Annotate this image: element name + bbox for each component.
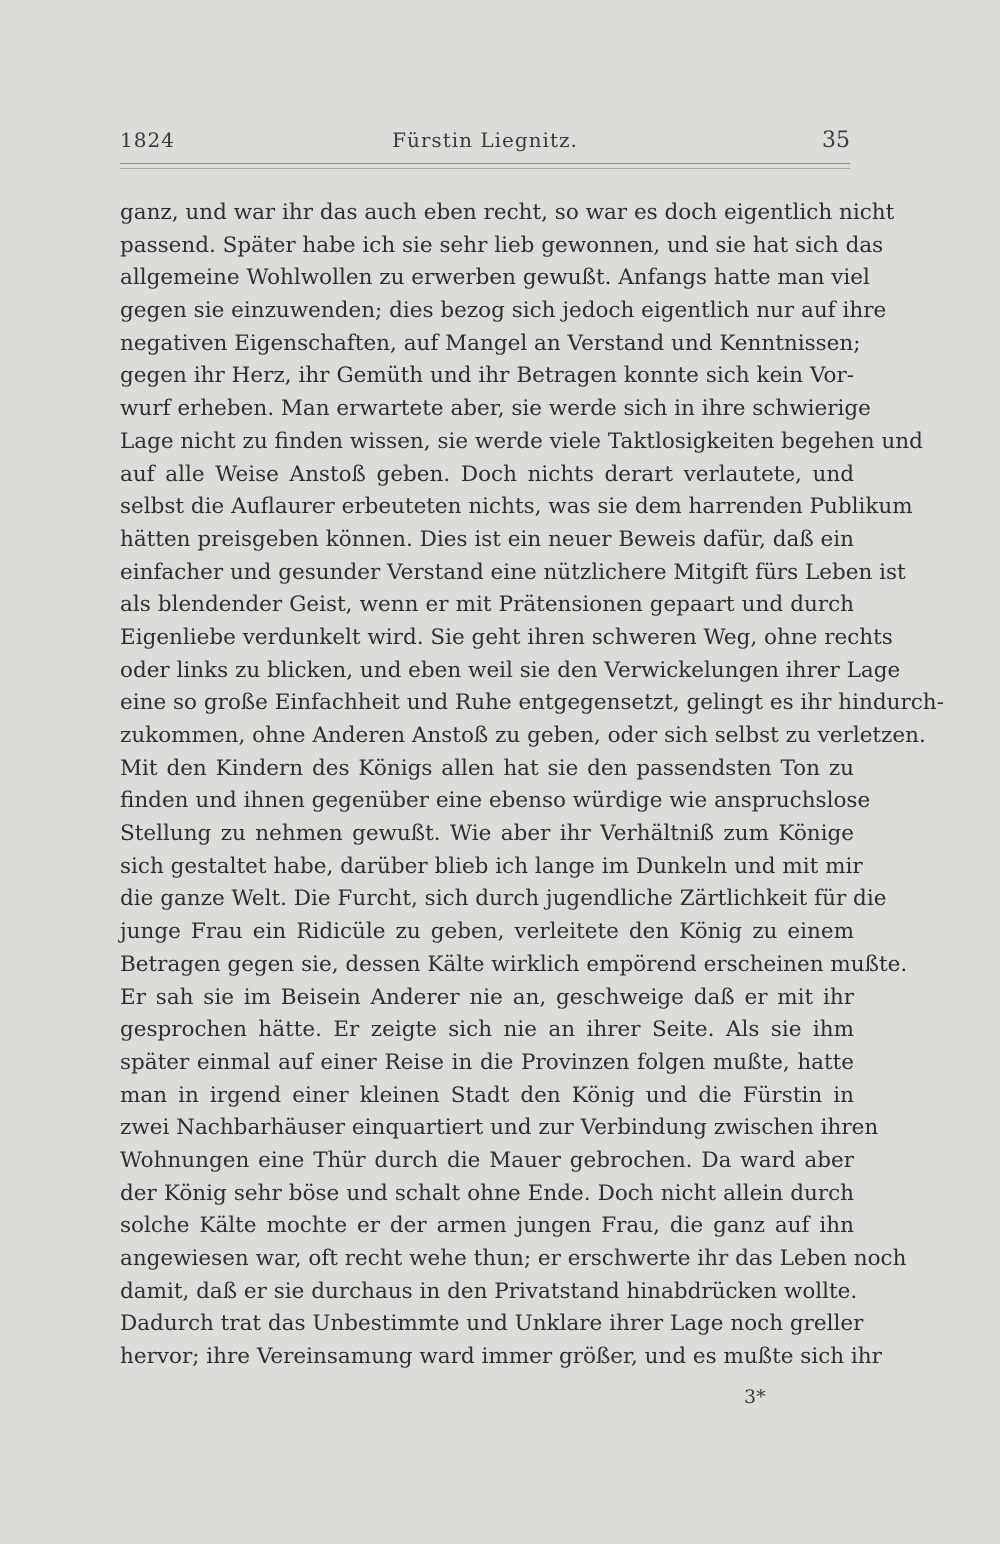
text-line: Wohnungen eine Thür durch die Mauer gebrochen. Da ward aber — [120, 1147, 854, 1173]
text-line: passend. Später habe ich sie sehr lieb gewonnen, und sie hat sich das — [120, 232, 884, 258]
text-line: gegen sie einzuwenden; dies bezog sich jedoch eigentlich nur auf ihre — [120, 298, 887, 324]
text-line: hervor; ihre Vereinsamung ward immer größer, und es mußte sich ihr — [120, 1344, 882, 1370]
text-line: als blendender Geist, wenn er mit Prätensionen gepaart und durch — [120, 592, 854, 618]
text-line: angewiesen war, oft recht wehe thun; er erschwerte ihr das Leben noch — [120, 1246, 907, 1271]
text-line: wurf erheben. Man erwartete aber, sie werde sich in ihre schwierige — [120, 396, 871, 422]
text-line: der König sehr böse und schalt ohne Ende. Doch nicht allein durch — [120, 1180, 854, 1206]
page-number: 35 — [822, 128, 850, 153]
running-header — [120, 128, 850, 158]
text-line: später einmal auf einer Reise in die Provinzen folgen mußte, hatte — [120, 1049, 854, 1075]
text-line: Dadurch trat das Unbestimmte und Unklare ihrer Lage noch greller — [120, 1311, 864, 1337]
text-line: oder links zu blicken, und eben weil sie den Verwickelungen ihrer Lage — [120, 657, 901, 683]
text-line: zukommen, ohne Anderen Anstoß zu geben, oder sich selbst zu verletzen. — [120, 723, 926, 748]
text-line: einfacher und gesunder Verstand eine nützlichere Mitgift fürs Leben ist — [120, 559, 906, 585]
text-line: eine so große Einfachheit und Ruhe entgegensetzt, gelingt es ihr hindurch- — [120, 690, 944, 716]
text-line: negativen Eigenschaften, auf Mangel an Verstand und Kenntnissen; — [120, 330, 861, 356]
text-line: Eigenliebe verdunkelt wird. Sie geht ihren schweren Weg, ohne rechts — [120, 624, 893, 650]
header-year: 1824 — [120, 128, 175, 152]
body-text — [120, 197, 944, 1374]
text-line: ganz, und war ihr das auch eben recht, so war es doch eigentlich nicht — [120, 200, 895, 225]
text-line: auf alle Weise Anstoß geben. Doch nichts derart verlautete, und — [120, 461, 854, 487]
signature-mark: 3* — [744, 1386, 766, 1408]
text-line: gesprochen hätte. Er zeigte sich nie an ihrer Seite. Als sie ihm — [120, 1017, 854, 1043]
text-line: Er sah sie im Beisein Anderer nie an, geschweige daß er mit ihr — [120, 984, 854, 1010]
text-line: Lage nicht zu finden wissen, sie werde viele Taktlosigkeiten begehen und — [120, 428, 923, 454]
text-line: zwei Nachbarhäuser einquartiert und zur Verbindung zwischen ihren — [120, 1115, 879, 1141]
text-line: die ganze Welt. Die Furcht, sich durch jugendliche Zärtlichkeit für die — [120, 886, 887, 912]
text-line: Stellung zu nehmen gewußt. Wie aber ihr Verhältniß zum Könige — [120, 821, 854, 847]
running-title: Fürstin Liegnitz. — [392, 128, 578, 152]
text-line: hätten preisgeben können. Dies ist ein neuer Beweis dafür, daß ein — [120, 526, 854, 552]
text-line: gegen ihr Herz, ihr Gemüth und ihr Betragen konnte sich kein Vor- — [120, 363, 854, 389]
text-line: allgemeine Wohlwollen zu erwerben gewußt. Anfangs hatte man viel — [120, 265, 870, 291]
text-line: Betragen gegen sie, dessen Kälte wirklich empörend erscheinen mußte. — [120, 951, 908, 977]
text-line: finden und ihnen gegenüber eine ebenso würdige wie anspruchslose — [120, 788, 871, 814]
text-line: sich gestaltet habe, darüber blieb ich lange im Dunkeln und mit mir — [120, 853, 863, 879]
text-line: junge Frau ein Ridicüle zu geben, verleitete den König zu einem — [120, 919, 854, 945]
text-line: solche Kälte mochte er der armen jungen Frau, die ganz auf ihn — [120, 1213, 854, 1239]
text-line: selbst die Auflaurer erbeuteten nichts, was sie dem harrenden Publikum — [120, 494, 913, 520]
text-line: Mit den Kindern des Königs allen hat sie den passendsten Ton zu — [120, 755, 854, 781]
text-line: man in irgend einer kleinen Stadt den König und die Fürstin in — [120, 1082, 854, 1108]
header-rule — [120, 163, 850, 169]
text-line: damit, daß er sie durchaus in den Privatstand hinabdrücken wollte. — [120, 1278, 858, 1304]
